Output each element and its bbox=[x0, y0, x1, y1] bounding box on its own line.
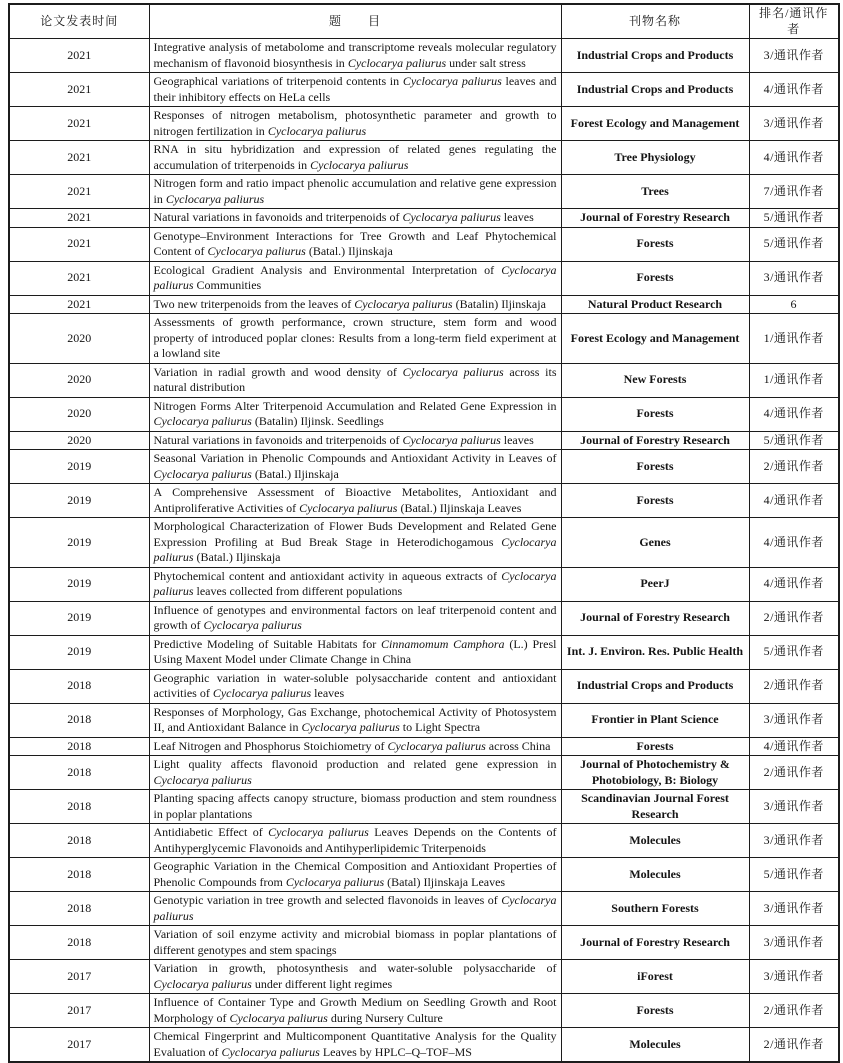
journal-name-cell: Industrial Crops and Products bbox=[561, 39, 749, 73]
table-row bbox=[9, 824, 839, 858]
title-text: Planting spacing affects canopy structure, biomass production and stem roundness in poplar plantations bbox=[153, 791, 557, 821]
journal-name-cell: Int. J. Environ. Res. Public Health bbox=[561, 635, 749, 669]
rank-corresponding-author-cell: 2/通讯作者 bbox=[749, 994, 839, 1028]
paper-title-cell bbox=[149, 892, 561, 926]
title-text: Predictive Modeling of Suitable Habitats for bbox=[153, 636, 382, 651]
table-row bbox=[9, 858, 839, 892]
rank-corresponding-author-cell: 2/通讯作者 bbox=[749, 601, 839, 635]
journal-name-cell: Forests bbox=[561, 737, 749, 756]
paper-title-cell bbox=[149, 314, 561, 364]
species-name-italic: Cyclocarya paliurus bbox=[229, 1010, 328, 1025]
rank-corresponding-author-cell: 3/通讯作者 bbox=[749, 703, 839, 737]
publication-year-cell: 2018 bbox=[9, 892, 149, 926]
rank-corresponding-author-cell: 5/通讯作者 bbox=[749, 209, 839, 228]
paper-title-cell bbox=[149, 824, 561, 858]
title-text: (L.) Presl Using Maxent Model under Climate Change in China bbox=[153, 636, 557, 666]
title-text: Natural variations in favonoids and triterpenoids of bbox=[153, 432, 403, 447]
title-text: leaves bbox=[500, 432, 534, 447]
title-text: Seasonal Variation in Phenolic Compounds and Antioxidant Activity in Leaves of bbox=[153, 451, 557, 465]
species-name-italic: Cyclocarya paliurus bbox=[207, 244, 306, 258]
journal-name-cell: Trees bbox=[561, 175, 749, 209]
species-name-italic: Cyclocarya paliurus bbox=[299, 500, 398, 515]
title-text: Ecological Gradient Analysis and Environmental Interpretation of bbox=[153, 262, 502, 277]
rank-corresponding-author-cell: 4/通讯作者 bbox=[749, 518, 839, 568]
paper-title-cell bbox=[149, 756, 561, 790]
title-text: Nitrogen Forms Alter Triterpenoid Accumulation and Related Gene Expression in bbox=[153, 398, 557, 413]
publication-year-cell: 2021 bbox=[9, 175, 149, 209]
table-row bbox=[9, 756, 839, 790]
title-text: under salt stress bbox=[446, 55, 526, 70]
journal-name-cell: Journal of Forestry Research bbox=[561, 601, 749, 635]
rank-corresponding-author-cell: 4/通讯作者 bbox=[749, 397, 839, 431]
title-text: during Nursery Culture bbox=[327, 1010, 443, 1025]
table-row bbox=[9, 703, 839, 737]
species-name-italic: Cyclocarya paliurus bbox=[267, 123, 367, 138]
title-text: (Batal.) Iljinskaja bbox=[193, 550, 281, 564]
publication-year-cell: 2021 bbox=[9, 227, 149, 261]
publication-year-cell: 2019 bbox=[9, 635, 149, 669]
publication-year-cell: 2018 bbox=[9, 737, 149, 756]
table-row bbox=[9, 175, 839, 209]
col-header-title: 题 目 bbox=[149, 4, 561, 39]
title-text: Variation in radial growth and wood density of bbox=[153, 364, 403, 379]
species-name-italic: Cinnamomum Camphora bbox=[381, 636, 505, 651]
rank-corresponding-author-cell: 2/通讯作者 bbox=[749, 669, 839, 703]
paper-title-cell bbox=[149, 227, 561, 261]
title-text: Leaves by HPLC–Q–TOF–MS bbox=[319, 1044, 472, 1059]
publication-year-cell: 2017 bbox=[9, 1028, 149, 1063]
species-name-italic: Cyclocarya paliurus bbox=[402, 210, 501, 224]
journal-name-cell: Forests bbox=[561, 397, 749, 431]
table-row bbox=[9, 567, 839, 601]
journal-name-cell: Industrial Crops and Products bbox=[561, 669, 749, 703]
title-text: Variation of soil enzyme activity and microbial biomass in poplar plantations of different genotypes and stem spacings bbox=[153, 927, 557, 957]
paper-title-cell bbox=[149, 450, 561, 484]
table-row bbox=[9, 363, 839, 397]
paper-title-cell bbox=[149, 703, 561, 737]
journal-name-cell: Southern Forests bbox=[561, 892, 749, 926]
title-text: Communities bbox=[193, 278, 262, 292]
journal-name-cell: New Forests bbox=[561, 363, 749, 397]
journal-name-cell: Natural Product Research bbox=[561, 295, 749, 314]
paper-title-cell bbox=[149, 261, 561, 295]
species-name-italic: Cyclocarya paliurus bbox=[153, 534, 557, 564]
paper-title-cell bbox=[149, 518, 561, 568]
journal-name-cell: Journal of Forestry Research bbox=[561, 209, 749, 228]
title-text: (Batalin) Iljinskaja bbox=[452, 296, 546, 311]
species-name-italic: Cyclocarya paliurus bbox=[402, 74, 502, 88]
title-text: Light quality affects flavonoid production and related gene expression in bbox=[153, 757, 557, 771]
rank-corresponding-author-cell: 2/通讯作者 bbox=[749, 756, 839, 790]
journal-name-cell: Journal of Photochemistry & Photobiology, B: Biology bbox=[561, 756, 749, 790]
table-row bbox=[9, 960, 839, 994]
publication-year-cell: 2021 bbox=[9, 209, 149, 228]
paper-title-cell bbox=[149, 107, 561, 141]
col-header-journal-name: 刊物名称 bbox=[561, 4, 749, 39]
species-name-italic: Cyclocarya paliurus bbox=[153, 414, 252, 428]
title-text: RNA in situ hybridization and expression of related genes regulating the accumulation of triterpenoids in bbox=[153, 142, 557, 172]
title-text: Natural variations in favonoids and triterpenoids of bbox=[153, 210, 403, 224]
title-text: (Batal.) Iljinskaja Leaves bbox=[397, 500, 522, 515]
paper-title-cell bbox=[149, 295, 561, 314]
table-row bbox=[9, 518, 839, 568]
title-text: leaves bbox=[500, 210, 534, 224]
publication-year-cell: 2019 bbox=[9, 484, 149, 518]
title-text: to Light Spectra bbox=[399, 720, 481, 734]
table-row bbox=[9, 669, 839, 703]
col-header-rank-corresponding-author: 排名/通讯作者 bbox=[749, 4, 839, 39]
table-row bbox=[9, 295, 839, 314]
title-text: across China bbox=[485, 738, 551, 753]
paper-title-cell bbox=[149, 484, 561, 518]
species-name-italic: Cyclocarya paliurus bbox=[203, 618, 302, 632]
paper-title-cell bbox=[149, 397, 561, 431]
journal-name-cell: Industrial Crops and Products bbox=[561, 73, 749, 107]
rank-corresponding-author-cell: 5/通讯作者 bbox=[749, 858, 839, 892]
journal-name-cell: Forests bbox=[561, 484, 749, 518]
publication-year-cell: 2021 bbox=[9, 107, 149, 141]
publication-year-cell: 2019 bbox=[9, 450, 149, 484]
title-text: Variation in growth, photosynthesis and water-soluble polysaccharide of bbox=[153, 961, 557, 975]
rank-corresponding-author-cell: 3/通讯作者 bbox=[749, 892, 839, 926]
table-row bbox=[9, 314, 839, 364]
rank-corresponding-author-cell: 5/通讯作者 bbox=[749, 635, 839, 669]
publication-year-cell: 2018 bbox=[9, 824, 149, 858]
paper-title-cell bbox=[149, 960, 561, 994]
rank-corresponding-author-cell: 2/通讯作者 bbox=[749, 450, 839, 484]
table-row bbox=[9, 261, 839, 295]
table-row bbox=[9, 892, 839, 926]
paper-title-cell bbox=[149, 737, 561, 756]
rank-corresponding-author-cell: 1/通讯作者 bbox=[749, 363, 839, 397]
title-text: Geographical variations of triterpenoid contents in bbox=[153, 74, 403, 88]
journal-name-cell: Forests bbox=[561, 450, 749, 484]
table-row bbox=[9, 450, 839, 484]
table-row bbox=[9, 107, 839, 141]
rank-corresponding-author-cell: 4/通讯作者 bbox=[749, 73, 839, 107]
rank-corresponding-author-cell: 3/通讯作者 bbox=[749, 39, 839, 73]
rank-corresponding-author-cell: 5/通讯作者 bbox=[749, 227, 839, 261]
paper-title-cell bbox=[149, 175, 561, 209]
paper-title-cell bbox=[149, 635, 561, 669]
paper-title-cell bbox=[149, 141, 561, 175]
title-text: Genotype–Environment Interactions for Tree Growth and Leaf Phytochemical Content of bbox=[153, 228, 557, 258]
paper-title-cell bbox=[149, 926, 561, 960]
title-text: Leaf Nitrogen and Phosphorus Stoichiometry of bbox=[153, 738, 388, 753]
table-row bbox=[9, 39, 839, 73]
species-name-italic: Cyclocarya paliurus bbox=[402, 364, 504, 379]
table-row bbox=[9, 431, 839, 450]
rank-corresponding-author-cell: 4/通讯作者 bbox=[749, 567, 839, 601]
species-name-italic: Cyclocarya paliurus bbox=[347, 55, 447, 70]
publication-year-cell: 2020 bbox=[9, 431, 149, 450]
paper-title-cell bbox=[149, 601, 561, 635]
title-text: Responses of Morphology, Gas Exchange, photochemical Activity of Photosystem II, and Antioxidant Balance in bbox=[153, 704, 557, 734]
rank-corresponding-author-cell: 3/通讯作者 bbox=[749, 960, 839, 994]
rank-corresponding-author-cell: 3/通讯作者 bbox=[749, 261, 839, 295]
species-name-italic: Cyclocarya paliurus bbox=[212, 686, 312, 700]
publication-year-cell: 2020 bbox=[9, 363, 149, 397]
table-row bbox=[9, 209, 839, 228]
paper-title-cell bbox=[149, 73, 561, 107]
publication-year-cell: 2018 bbox=[9, 858, 149, 892]
publication-year-cell: 2020 bbox=[9, 397, 149, 431]
publication-year-cell: 2021 bbox=[9, 39, 149, 73]
title-text: leaves bbox=[311, 686, 345, 700]
publication-year-cell: 2018 bbox=[9, 756, 149, 790]
publication-year-cell: 2019 bbox=[9, 601, 149, 635]
rank-corresponding-author-cell: 3/通讯作者 bbox=[749, 926, 839, 960]
journal-name-cell: Forests bbox=[561, 994, 749, 1028]
rank-corresponding-author-cell: 5/通讯作者 bbox=[749, 431, 839, 450]
publication-year-cell: 2018 bbox=[9, 703, 149, 737]
publication-year-cell: 2020 bbox=[9, 314, 149, 364]
species-name-italic: Cyclocarya paliurus bbox=[221, 1044, 320, 1059]
publication-year-cell: 2018 bbox=[9, 926, 149, 960]
title-text: Geographic Variation in the Chemical Composition and Antioxidant Properties of Phenolic Compounds from bbox=[153, 859, 557, 889]
title-text: Geographic variation in water-soluble polysaccharide content and antioxidant activities of bbox=[153, 670, 557, 700]
paper-title-cell bbox=[149, 363, 561, 397]
species-name-italic: Cyclocarya paliurus bbox=[153, 893, 557, 923]
publication-year-cell: 2017 bbox=[9, 960, 149, 994]
rank-corresponding-author-cell: 4/通讯作者 bbox=[749, 737, 839, 756]
title-text: Assessments of growth performance, crown structure, stem form and wood property of introduced poplar clones: Results from a long-term field experiment at a lowland site bbox=[153, 315, 557, 360]
publication-year-cell: 2017 bbox=[9, 994, 149, 1028]
publication-year-cell: 2021 bbox=[9, 261, 149, 295]
title-text: leaves and their inhibitory effects on HeLa cells bbox=[153, 74, 557, 104]
title-text: Responses of nitrogen metabolism, photosynthetic parameter and growth to nitrogen fertilization in bbox=[153, 108, 557, 138]
title-text: (Batal) Iljinskaja Leaves bbox=[384, 874, 506, 889]
title-text: Influence of genotypes and environmental factors on leaf triterpenoid content and growth of bbox=[153, 602, 557, 632]
title-text: Genotypic variation in tree growth and selected flavonoids in leaves of bbox=[153, 893, 502, 907]
paper-title-cell bbox=[149, 790, 561, 824]
paper-title-cell bbox=[149, 994, 561, 1028]
species-name-italic: Cyclocarya paliurus bbox=[268, 825, 369, 839]
journal-name-cell: Journal of Forestry Research bbox=[561, 926, 749, 960]
journal-name-cell: Scandinavian Journal Forest Research bbox=[561, 790, 749, 824]
publication-year-cell: 2021 bbox=[9, 141, 149, 175]
rank-corresponding-author-cell: 6 bbox=[749, 295, 839, 314]
title-text: under different light regimes bbox=[251, 976, 393, 991]
journal-name-cell: iForest bbox=[561, 960, 749, 994]
title-text: Chemical Fingerprint and Multicomponent Quantitative Analysis for the Quality Evaluation of bbox=[153, 1029, 557, 1059]
paper-title-cell bbox=[149, 669, 561, 703]
paper-title-cell bbox=[149, 858, 561, 892]
rank-corresponding-author-cell: 3/通讯作者 bbox=[749, 790, 839, 824]
journal-name-cell: Genes bbox=[561, 518, 749, 568]
title-text: Influence of Container Type and Growth Medium on Seedling Growth and Root Morphology of bbox=[153, 995, 557, 1025]
journal-name-cell: Molecules bbox=[561, 858, 749, 892]
title-text: A Comprehensive Assessment of Bioactive Metabolites, Antioxidant and Antiproliferative Activities of bbox=[153, 485, 557, 515]
title-text: Two new triterpenoids from the leaves of bbox=[153, 296, 355, 311]
col-header-publication-year: 论文发表时间 bbox=[9, 4, 149, 39]
paper-title-cell bbox=[149, 567, 561, 601]
journal-name-cell: Molecules bbox=[561, 1028, 749, 1063]
species-name-italic: Cyclocarya paliurus bbox=[354, 296, 453, 311]
title-text: Nitrogen form and ratio impact phenolic accumulation and relative gene expression in bbox=[153, 176, 557, 206]
publication-year-cell: 2021 bbox=[9, 73, 149, 107]
journal-name-cell: Forests bbox=[561, 261, 749, 295]
rank-corresponding-author-cell: 2/通讯作者 bbox=[749, 1028, 839, 1063]
table-body bbox=[9, 39, 839, 1063]
title-text: Integrative analysis of metabolome and transcriptome reveals molecular regulatory mechanism of flavonoid biosynthesis in bbox=[153, 40, 557, 70]
species-name-italic: Cyclocarya paliurus bbox=[153, 568, 557, 598]
title-text: leaves collected from different populations bbox=[193, 584, 403, 598]
journal-name-cell: Forest Ecology and Management bbox=[561, 107, 749, 141]
journal-name-cell: Forest Ecology and Management bbox=[561, 314, 749, 364]
publication-year-cell: 2021 bbox=[9, 295, 149, 314]
publication-year-cell: 2019 bbox=[9, 567, 149, 601]
species-name-italic: Cyclocarya paliurus bbox=[153, 976, 252, 991]
rank-corresponding-author-cell: 1/通讯作者 bbox=[749, 314, 839, 364]
title-text: Morphological Characterization of Flower Buds Development and Related Gene Expression Profiling at Bud Break Stage in Heterodichogamous bbox=[153, 519, 557, 549]
species-name-italic: Cyclocarya paliurus bbox=[285, 874, 385, 889]
journal-name-cell: Journal of Forestry Research bbox=[561, 431, 749, 450]
table-row bbox=[9, 141, 839, 175]
journal-name-cell: Tree Physiology bbox=[561, 141, 749, 175]
table-row bbox=[9, 397, 839, 431]
title-text: (Batalin) Iljinsk. Seedlings bbox=[251, 414, 384, 428]
rank-corresponding-author-cell: 4/通讯作者 bbox=[749, 484, 839, 518]
table-row bbox=[9, 1028, 839, 1063]
species-name-italic: Cyclocarya paliurus bbox=[153, 772, 252, 787]
publication-year-cell: 2018 bbox=[9, 669, 149, 703]
paper-title-cell bbox=[149, 1028, 561, 1063]
rank-corresponding-author-cell: 4/通讯作者 bbox=[749, 141, 839, 175]
publication-year-cell: 2018 bbox=[9, 790, 149, 824]
title-text: Leaves Depends on the Contents of Antihyperglycemic Flavonoids and Antihyperlipidemic Triterpenoids bbox=[153, 825, 557, 855]
journal-name-cell: PeerJ bbox=[561, 567, 749, 601]
species-name-italic: Cyclocarya paliurus bbox=[301, 720, 400, 734]
table-row bbox=[9, 926, 839, 960]
species-name-italic: Cyclocarya paliurus bbox=[387, 738, 486, 753]
table-row bbox=[9, 635, 839, 669]
table-row bbox=[9, 994, 839, 1028]
rank-corresponding-author-cell: 7/通讯作者 bbox=[749, 175, 839, 209]
species-name-italic: Cyclocarya paliurus bbox=[153, 466, 252, 481]
journal-name-cell: Forests bbox=[561, 227, 749, 261]
title-text: Antidiabetic Effect of bbox=[153, 825, 269, 839]
table-row bbox=[9, 790, 839, 824]
species-name-italic: Cyclocarya paliurus bbox=[310, 157, 409, 172]
table-row bbox=[9, 73, 839, 107]
table-row bbox=[9, 601, 839, 635]
table-row bbox=[9, 227, 839, 261]
publication-table bbox=[8, 3, 840, 1063]
rank-corresponding-author-cell: 3/通讯作者 bbox=[749, 107, 839, 141]
publication-year-cell: 2019 bbox=[9, 518, 149, 568]
title-text: across its natural distribution bbox=[153, 364, 557, 394]
title-text: Phytochemical content and antioxidant activity in aqueous extracts of bbox=[153, 568, 502, 583]
rank-corresponding-author-cell: 3/通讯作者 bbox=[749, 824, 839, 858]
species-name-italic: Cyclocarya paliurus bbox=[402, 432, 501, 447]
title-text: (Batal.) Iljinskaja bbox=[305, 244, 393, 258]
table-row bbox=[9, 484, 839, 518]
table-row bbox=[9, 737, 839, 756]
journal-name-cell: Frontier in Plant Science bbox=[561, 703, 749, 737]
species-name-italic: Cyclocarya paliurus bbox=[165, 191, 265, 206]
paper-title-cell bbox=[149, 209, 561, 228]
paper-title-cell bbox=[149, 39, 561, 73]
journal-name-cell: Molecules bbox=[561, 824, 749, 858]
paper-title-cell bbox=[149, 431, 561, 450]
species-name-italic: Cyclocarya paliurus bbox=[153, 262, 557, 292]
table-header-row bbox=[9, 4, 839, 39]
title-text: (Batal.) Iljinskaja bbox=[251, 466, 339, 481]
